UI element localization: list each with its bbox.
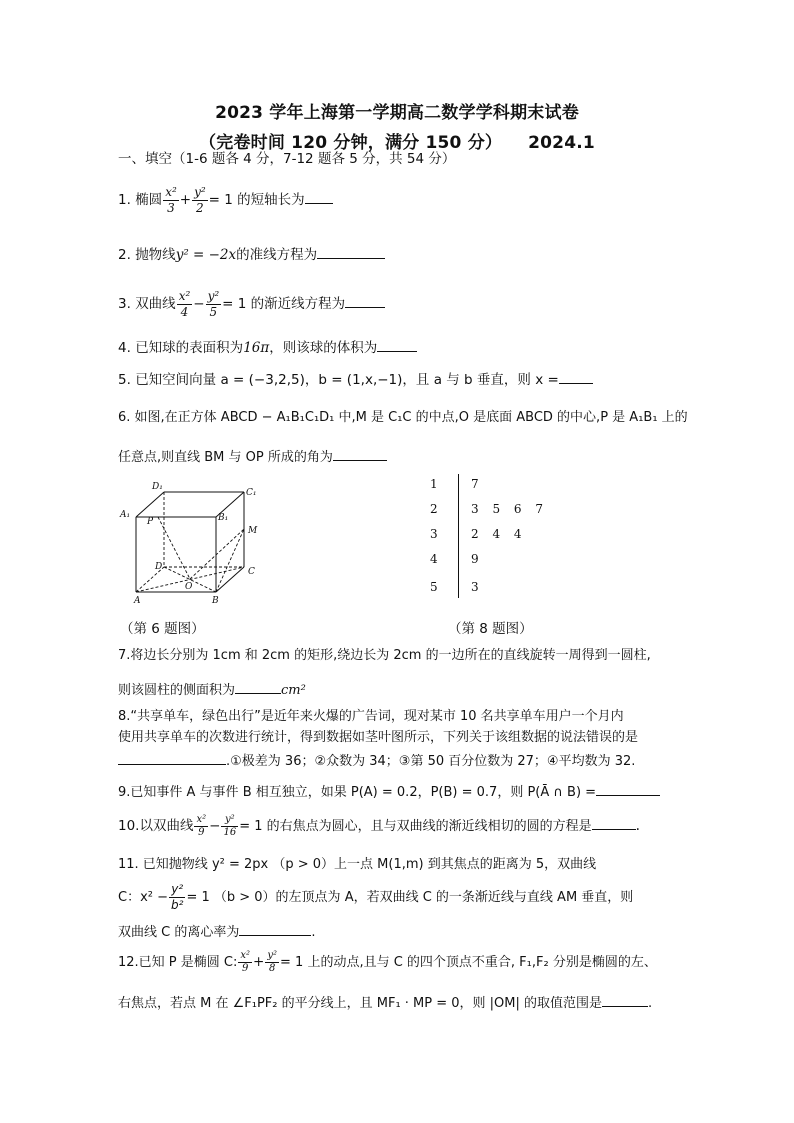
- q3-suffix: = 1 的渐近线方程为: [222, 296, 346, 312]
- q11-f-num: y²: [169, 882, 185, 898]
- q1-fraction-2: [192, 185, 208, 216]
- exam-title: 2023 学年上海第一学期高二数学学科期末试卷: [215, 103, 579, 123]
- figure-6-caption: （第 6 题图）: [120, 621, 205, 637]
- q10-suffix: = 1 的右焦点为圆心，且与双曲线的渐近线相切的圆的方程是: [239, 819, 592, 834]
- q10-f2-den: 16: [223, 827, 237, 838]
- question-11-line-1: 11. 已知抛物线 y² = 2px （p > 0）上一点 M(1,m) 到其焦点的距离为 5，双曲线: [118, 857, 597, 872]
- question-11-line-3: 双曲线 C 的离心率为 .: [118, 921, 678, 942]
- question-10: 10.以双曲线 $\frac{\text{x²}}{9}$ − $\frac{\text{y²}}{16}$ = 1 的右焦点为圆心，且与双曲线的渐近线相切的圆的方程是 .: [118, 814, 640, 838]
- question-11-line-2: [118, 882, 678, 914]
- q11-text-3: 双曲线 C 的离心率为: [118, 925, 240, 940]
- q10-answer-blank[interactable]: [592, 815, 636, 830]
- question-3: [118, 288, 678, 320]
- leaf-values: 3 5 6 7: [471, 502, 543, 516]
- edge-BC: [216, 567, 244, 592]
- q1-f1-num: x²: [165, 185, 177, 199]
- q1-f2-den: 2: [196, 201, 204, 215]
- question-9: [118, 781, 678, 802]
- q11-fraction: [169, 882, 185, 913]
- question-6-line-2: [118, 446, 678, 467]
- question-1: [118, 184, 678, 216]
- q4-suffix: ，则该球的体积为: [269, 340, 378, 356]
- stem-leaf-plot: [420, 472, 580, 602]
- q10-minus: −: [209, 818, 221, 834]
- q2-equation: y² = −2x: [175, 247, 237, 263]
- segment-PO: [158, 517, 190, 579]
- q9-text: 9.已知事件 A 与事件 B 相互独立，如果 P(A) = 0.2，P(B) = 0.7，则 P(Ā ∩ B) =: [118, 785, 597, 800]
- q4-number: 4.: [118, 340, 131, 356]
- exam-subtitle: （完卷时间 120 分钟，满分 150 分）: [199, 133, 503, 153]
- q2-answer-blank[interactable]: [317, 244, 385, 259]
- q6-answer-blank[interactable]: [333, 446, 387, 461]
- question-7-line-2: [118, 679, 678, 700]
- q10-fraction-1: [194, 814, 208, 839]
- segment-BM: [216, 529, 244, 592]
- q3-f1-num: x²: [178, 289, 191, 303]
- q3-minus: −: [193, 296, 205, 312]
- question-12-line-2: 右焦点，若点 M 在 ∠F₁PF₂ 的平分线上，且 MF₁ · MP = 0，则 |OM| 的取值范围是 .: [118, 992, 678, 1013]
- q8-options: .①极差为 36；②众数为 34；③第 50 百分位数为 27；④平均数为 32.: [226, 754, 636, 769]
- q5-answer-blank[interactable]: [559, 369, 593, 384]
- q12-fraction-1: [238, 950, 252, 975]
- edge-A1D1: [136, 492, 164, 517]
- question-2: [118, 244, 678, 264]
- q12-prefix: 12.已知 P 是椭圆 C:: [118, 955, 238, 970]
- q8-answer-blank[interactable]: [118, 750, 226, 765]
- q7-text-2: 则该圆柱的侧面积为: [118, 683, 236, 698]
- q12-suffix: = 1 上的动点,且与 C 的四个顶点不重合, F₁,F₂ 分别是椭圆的左、: [280, 955, 657, 970]
- cube-figure: [118, 476, 278, 611]
- q2-prefix: 抛物线: [135, 247, 176, 263]
- question-8-line-1: 8.“共享单车，绿色出行”是近年来火爆的广告词，现对某市 10 名共享单车用户一个月内: [118, 709, 624, 724]
- q6-text-1: 如图,在正方体 ABCD − A₁B₁C₁D₁ 中,M 是 C₁C 的中点,O 是底面 ABCD 的中心,P 是 A₁B₁ 上的: [134, 410, 688, 425]
- q12-f1-num: x²: [240, 950, 251, 961]
- stem-value: 1: [430, 477, 438, 491]
- q1-fraction-1: [163, 185, 179, 216]
- label-P: P: [147, 517, 154, 527]
- q7-answer-blank[interactable]: [235, 679, 281, 694]
- question-6-line-1: [118, 409, 688, 427]
- q2-number: 2.: [118, 247, 131, 263]
- q5-number: 5.: [118, 372, 131, 388]
- q4-answer-blank[interactable]: [377, 337, 417, 352]
- label-B: B: [212, 596, 219, 606]
- q5-text: 已知空间向量 a = (−3,2,5)，b = (1,x,−1)，且 a 与 b 垂直，则 x =: [135, 372, 559, 388]
- q9-answer-blank[interactable]: [596, 781, 660, 796]
- leaf-values: 9: [471, 552, 479, 566]
- q10-prefix: 以双曲线: [139, 818, 194, 834]
- q10-fraction-2: [221, 814, 238, 839]
- q3-f2-den: 5: [209, 305, 218, 319]
- stem-value: 3: [430, 527, 438, 541]
- label-D: D: [155, 562, 163, 572]
- stem-divider: [458, 474, 459, 598]
- q10-f1-den: 9: [198, 827, 205, 838]
- q1-f1-den: 3: [167, 201, 175, 215]
- label-D1: D₁: [152, 482, 163, 492]
- label-B1: B₁: [218, 513, 229, 523]
- q6-text-2: 任意点,则直线 BM 与 OP 所成的角为: [118, 450, 333, 465]
- q1-answer-blank[interactable]: [305, 189, 333, 204]
- leaf-values: 3: [471, 580, 479, 594]
- label-O: O: [185, 582, 193, 592]
- q1-number: 1.: [118, 192, 131, 208]
- q2-suffix: 的准线方程为: [236, 247, 318, 263]
- stem-value: 2: [430, 502, 438, 516]
- q3-fraction-1: [177, 289, 193, 320]
- exam-date: 2024.1: [528, 133, 595, 153]
- leaf-values: 2 4 4: [471, 527, 522, 541]
- q1-suffix: = 1 的短轴长为: [208, 192, 305, 208]
- q3-fraction-2: [206, 289, 222, 320]
- q3-prefix: 双曲线: [135, 296, 176, 312]
- q12-f2-num: y²: [267, 950, 278, 961]
- question-5: [118, 369, 678, 389]
- label-C1: C₁: [246, 488, 257, 498]
- q1-plus: +: [179, 192, 192, 208]
- q11-suffix: = 1 （b > 0）的左顶点为 A，若双曲线 C 的一条渐近线与直线 AM 垂直，则: [186, 890, 634, 905]
- label-M: M: [248, 526, 258, 536]
- leaf-values: 7: [471, 477, 479, 491]
- q10-number: 10.: [118, 818, 140, 834]
- section-heading: 一、填空（1-6 题各 4 分，7-12 题各 5 分，共 54 分）: [118, 151, 456, 167]
- q3-f2-num: y²: [207, 289, 220, 303]
- question-7-line-1: 7.将边长分别为 1cm 和 2cm 的矩形,绕边长为 2cm 的一边所在的直线旋转一周得到一圆柱,: [118, 648, 651, 663]
- q1-f2-num: y²: [194, 185, 206, 199]
- figure-8-caption: （第 8 题图）: [448, 621, 533, 637]
- q3-number: 3.: [118, 296, 131, 312]
- q4-prefix: 已知球的表面积为: [135, 340, 244, 356]
- q11-prefix: C：x² −: [118, 890, 169, 905]
- label-C: C: [248, 567, 255, 577]
- q7-unit: cm²: [281, 683, 306, 698]
- label-A1: A₁: [120, 510, 131, 520]
- label-A: A: [134, 596, 141, 606]
- q4-value: 16π: [243, 340, 270, 356]
- q10-f1-num: x²: [196, 814, 207, 825]
- question-12-line-1: [118, 948, 678, 977]
- q10-f2-num: y²: [221, 814, 238, 827]
- question-8-line-2: 使用共享单车的次数进行统计，得到数据如茎叶图所示，下列关于该组数据的说法错误的是: [118, 730, 639, 745]
- q12-text-2: 右焦点，若点 M 在 ∠F₁PF₂ 的平分线上，且 MF₁ · MP = 0，则 |OM| 的取值范围是: [118, 996, 603, 1011]
- q12-fraction-2: [265, 950, 279, 975]
- q12-answer-blank[interactable]: [602, 992, 648, 1007]
- q12-plus: +: [253, 954, 265, 970]
- q11-f-den: b²: [171, 898, 184, 912]
- q3-f1-den: 4: [180, 305, 189, 319]
- q12-f2-den: 8: [268, 963, 276, 974]
- q6-number: 6.: [118, 410, 131, 425]
- segment-OM: [190, 529, 244, 579]
- question-4: [118, 337, 678, 357]
- q11-answer-blank[interactable]: [239, 921, 311, 936]
- q3-answer-blank[interactable]: [345, 293, 385, 308]
- stem-value: 5: [430, 580, 438, 594]
- q1-prefix: 椭圆: [135, 192, 163, 208]
- q12-f1-den: 9: [242, 963, 249, 974]
- stem-value: 4: [430, 552, 438, 566]
- question-8-line-3: [118, 750, 678, 771]
